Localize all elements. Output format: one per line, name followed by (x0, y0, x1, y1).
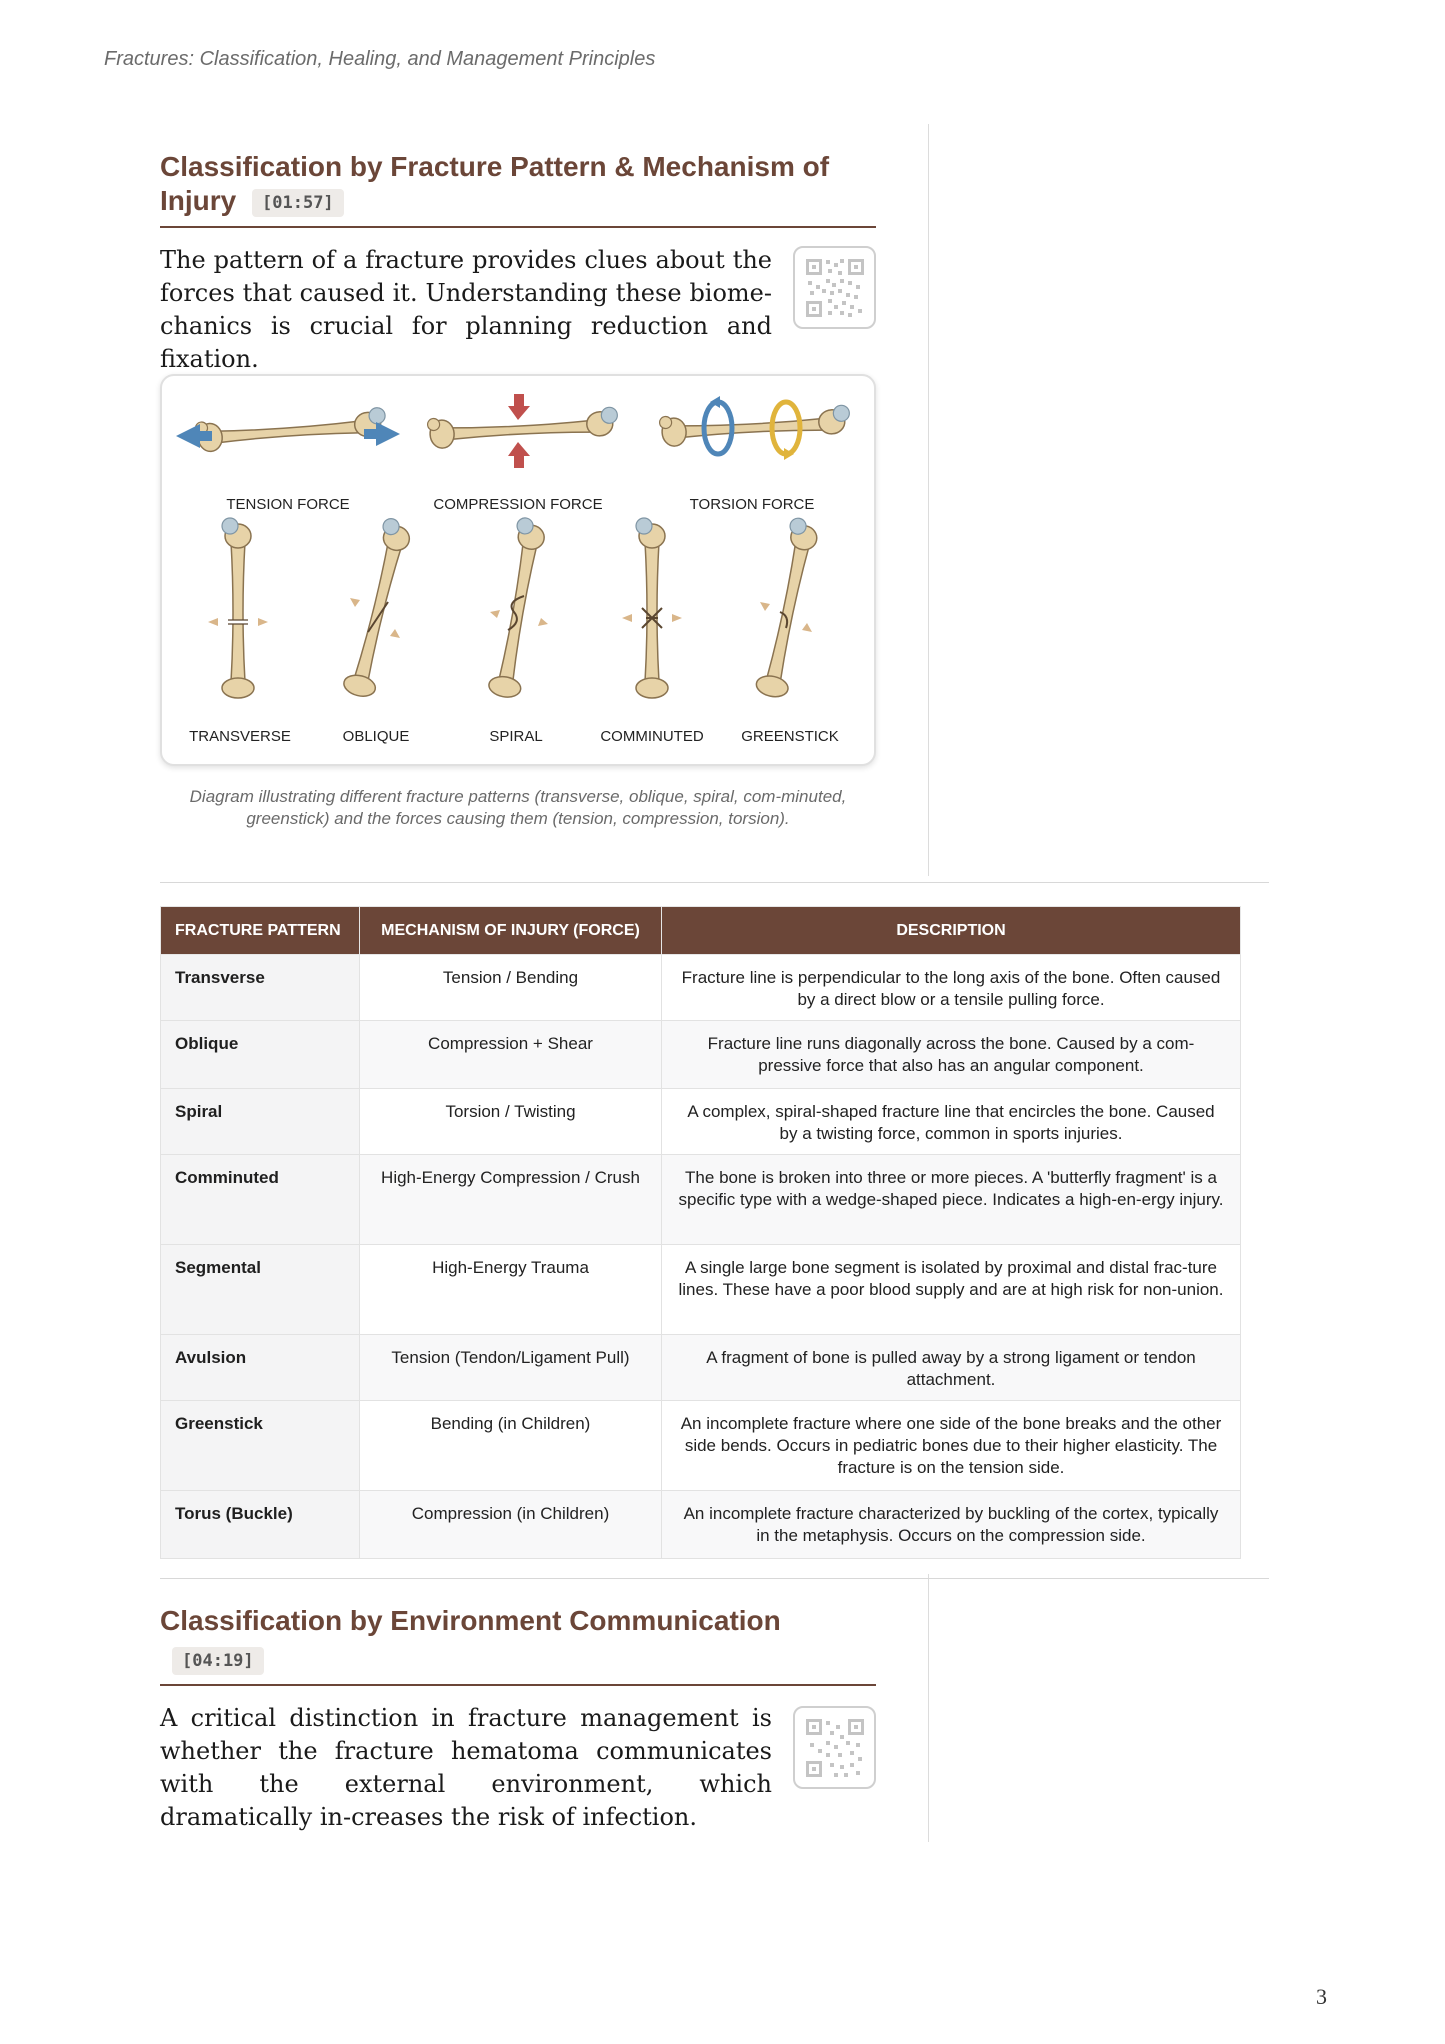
label-transverse: TRANSVERSE (189, 728, 291, 745)
label-comminuted: COMMINUTED (600, 728, 704, 745)
title-underline (160, 1684, 876, 1686)
pattern-cell: Greenstick (161, 1401, 360, 1491)
page-number: 3 (1316, 1984, 1327, 2009)
fracture-diagram-art (162, 376, 874, 764)
fracture-diagram (160, 374, 876, 766)
pattern-cell: Segmental (161, 1245, 360, 1335)
compression-bone-icon (427, 394, 618, 468)
label-compression-force: COMPRESSION FORCE (433, 496, 603, 513)
table-row (161, 1491, 1241, 1559)
table-header-row (161, 907, 1241, 955)
tension-bone-icon (176, 407, 400, 452)
description-cell: A complex, spiral-shaped fracture line that encircles the bone. Caused by a twisting force, common in sports injuries. (662, 1089, 1241, 1155)
mechanism-cell: Torsion / Twisting (360, 1089, 662, 1155)
transverse-bone-icon (208, 518, 268, 698)
mechanism-cell: Compression (in Children) (360, 1491, 662, 1559)
table-row (161, 1155, 1241, 1245)
table-row (161, 1021, 1241, 1089)
column-rule-top (928, 124, 929, 876)
pattern-cell: Avulsion (161, 1335, 360, 1401)
table-row (161, 1089, 1241, 1155)
description-cell: Fracture line runs diagonally across the bone. Caused by a com-pressive force that also has an angular component. (662, 1021, 1241, 1089)
qr-code-icon (804, 257, 866, 319)
pattern-cell: Spiral (161, 1089, 360, 1155)
description-cell: A fragment of bone is pulled away by a strong ligament or tendon attachment. (662, 1335, 1241, 1401)
figure-caption: Diagram illustrating different fracture patterns (transverse, oblique, spiral, com-minuted, greenstick) and the forces causing them (tension, compression, torsion). (189, 787, 847, 828)
description-cell: Fracture line is perpendicular to the long axis of the bone. Often caused by a direct blow or a tensile pulling force. (662, 955, 1241, 1021)
torsion-bone-icon (659, 396, 850, 460)
section-divider (160, 1578, 1269, 1579)
mechanism-cell: High-Energy Trauma (360, 1245, 662, 1335)
pattern-cell: Transverse (161, 955, 360, 1021)
section-title (160, 1604, 876, 1675)
label-oblique: OBLIQUE (342, 728, 410, 745)
qr-code-icon (804, 1717, 866, 1779)
mechanism-cell: Tension (Tendon/Ligament Pull) (360, 1335, 662, 1401)
oblique-bone-icon (342, 517, 417, 699)
table-row (161, 1245, 1241, 1335)
qr-code[interactable] (793, 246, 876, 329)
table-row (161, 1335, 1241, 1401)
intro-paragraph: A critical distinction in fracture management is whether the fracture hematoma communicates with the external environment, which dramatically in-creases the risk of infection. (160, 1704, 772, 1831)
label-torsion-force: TORSION FORCE (689, 496, 815, 513)
intro-paragraph: The pattern of a fracture provides clues about the forces that caused it. Understanding these biome-chanics is crucial for planning reduction and fixation. (160, 246, 772, 373)
table-row (161, 1401, 1241, 1491)
column-rule-bottom (928, 1574, 929, 1842)
column-header: MECHANISM OF INJURY (FORCE) (360, 907, 662, 955)
spiral-bone-icon (487, 517, 550, 700)
section-title-text: Classification by Fracture Pattern & Mechanism of Injury (160, 151, 830, 216)
description-cell: An incomplete fracture characterized by buckling of the cortex, typically in the metaphysis. Occurs on the compression side. (662, 1491, 1241, 1559)
section-title-text: Classification by Environment Communication (160, 1605, 781, 1636)
mechanism-cell: Compression + Shear (360, 1021, 662, 1089)
running-header: Fractures: Classification, Healing, and Management Principles (104, 48, 656, 70)
label-spiral: SPIRAL (489, 728, 543, 745)
mechanism-cell: Bending (in Children) (360, 1401, 662, 1491)
comminuted-bone-icon (622, 518, 682, 698)
qr-code[interactable] (793, 1706, 876, 1789)
section-title (160, 150, 876, 218)
fracture-pattern-table (160, 906, 1241, 1559)
section-divider (160, 882, 1269, 883)
pattern-cell: Oblique (161, 1021, 360, 1089)
description-cell: An incomplete fracture where one side of the bone breaks and the other side bends. Occurs in pediatric bones due to their higher elasticity. The fracture is on the tension side. (662, 1401, 1241, 1491)
label-tension-force: TENSION FORCE (226, 496, 350, 513)
pattern-cell: Comminuted (161, 1155, 360, 1245)
table-row (161, 955, 1241, 1021)
greenstick-bone-icon (754, 517, 823, 700)
column-header: DESCRIPTION (662, 907, 1241, 955)
timestamp-link[interactable]: [04:19] (172, 1647, 264, 1675)
timestamp-link[interactable]: [01:57] (252, 189, 344, 217)
description-cell: The bone is broken into three or more pieces. A 'butterfly fragment' is a specific type with a wedge-shaped piece. Indicates a high-en-ergy injury. (662, 1155, 1241, 1245)
description-cell: A single large bone segment is isolated by proximal and distal frac-ture lines. These have a poor blood supply and are at high risk for non-union. (662, 1245, 1241, 1335)
column-header: FRACTURE PATTERN (161, 907, 360, 955)
title-underline (160, 226, 876, 228)
mechanism-cell: High-Energy Compression / Crush (360, 1155, 662, 1245)
mechanism-cell: Tension / Bending (360, 955, 662, 1021)
pattern-cell: Torus (Buckle) (161, 1491, 360, 1559)
label-greenstick: GREENSTICK (741, 728, 839, 745)
